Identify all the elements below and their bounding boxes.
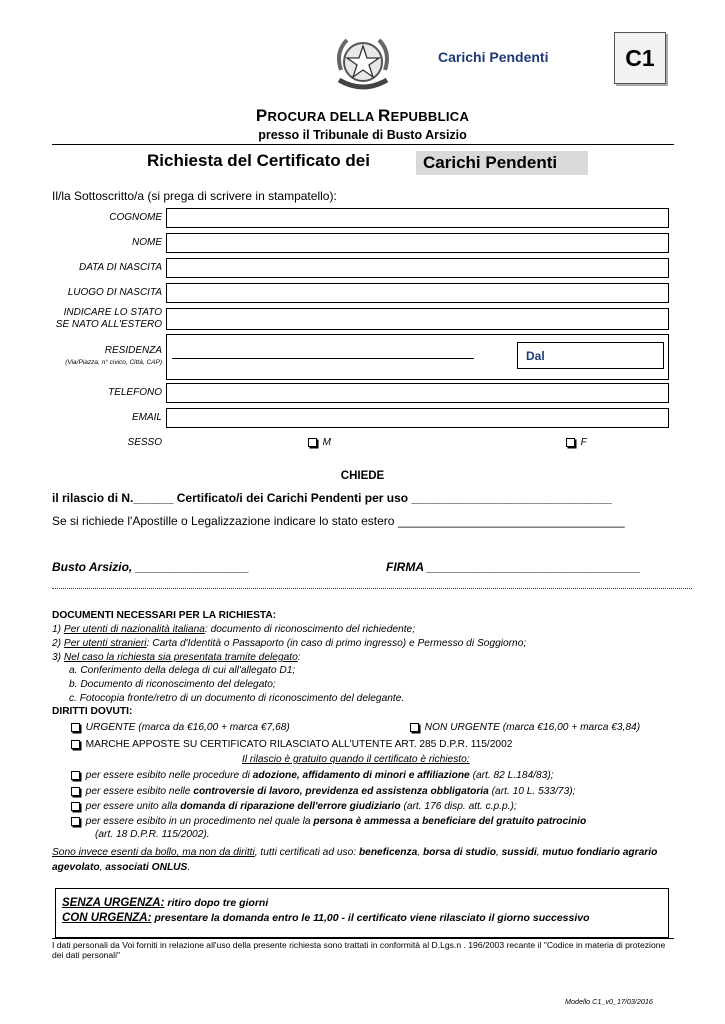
birth-date-label: DATA DI NASCITA bbox=[79, 262, 162, 273]
office-subtitle: presso il Tribunale di Busto Arsizio bbox=[258, 128, 467, 142]
section-divider bbox=[52, 588, 692, 589]
nome-field[interactable] bbox=[166, 233, 669, 253]
documents-sub-a: a. Conferimento della delega di cui all'allegato D1; bbox=[69, 665, 296, 676]
header-divider bbox=[52, 144, 674, 145]
signature-line[interactable]: FIRMA ________________________________ bbox=[386, 560, 641, 574]
free-case-2[interactable]: per essere esibito nelle controversie di lavoro, previdenza ed assistenza obbligatoria (art. 10 L. 533/73); bbox=[71, 785, 701, 798]
header-category-label: Carichi Pendenti bbox=[438, 49, 549, 65]
checkbox-icon[interactable] bbox=[566, 438, 575, 447]
italian-republic-emblem bbox=[333, 30, 393, 98]
nome-label: NOME bbox=[132, 237, 162, 248]
email-field[interactable] bbox=[166, 408, 669, 428]
request-quantity-line[interactable]: il rilascio di N.______ Certificato/i dei Carichi Pendenti per uso ______________________________ bbox=[52, 491, 612, 505]
page-title-highlight: Carichi Pendenti bbox=[416, 151, 588, 175]
foreign-state-label: INDICARE LO STATO SE NATO ALL'ESTERO bbox=[55, 307, 162, 330]
checkbox-icon[interactable] bbox=[71, 787, 80, 796]
birth-place-field[interactable] bbox=[166, 283, 669, 303]
documents-item-3: 3) Nel caso la richiesta sia presentata tramite delegato: bbox=[52, 652, 301, 663]
residence-hint: (Via/Piazza, n° civico, Città, CAP) bbox=[65, 359, 162, 366]
residence-underline bbox=[172, 358, 474, 359]
checkbox-icon[interactable] bbox=[308, 438, 317, 447]
place-date-line[interactable]: Busto Arsizio, _________________ bbox=[52, 560, 250, 574]
office-name: PROCURA DELLA REPUBBLICA bbox=[255, 106, 470, 125]
non-urgent-option[interactable]: NON URGENTE (marca €16,00 + marca €3,84) bbox=[410, 721, 680, 734]
sex-m-option[interactable]: M bbox=[308, 437, 331, 448]
phone-label: TELEFONO bbox=[108, 387, 162, 398]
checkbox-icon[interactable] bbox=[410, 723, 419, 732]
stamps-option[interactable]: MARCHE APPOSTE SU CERTIFICATO RILASCIATO ALL'UTENTE ART. 285 D.P.R. 115/2002 bbox=[71, 738, 701, 751]
cognome-field[interactable] bbox=[166, 208, 669, 228]
free-release-heading: Il rilascio è gratuito quando il certificato è richiesto: bbox=[242, 754, 470, 765]
sex-f-option[interactable]: F bbox=[566, 437, 587, 448]
sex-label: SESSO bbox=[127, 437, 162, 448]
form-intro: Il/la Sottoscritto/a (si prega di scrivere in stampatello): bbox=[52, 189, 337, 203]
free-case-1[interactable]: per essere esibito nelle procedure di adozione, affidamento di minori e affiliazione (art. 82 L.184/83); bbox=[71, 769, 701, 782]
documents-sub-b: b. Documento di riconoscimento del delegato; bbox=[69, 679, 276, 690]
request-heading: CHIEDE bbox=[340, 470, 385, 482]
apostille-line[interactable]: Se si richiede l'Apostille o Legalizzazione indicare lo stato estero __________________________________ bbox=[52, 514, 625, 528]
no-urgency-notice: SENZA URGENZA: ritiro dopo tre giorni bbox=[62, 897, 269, 909]
model-version: Modello C1_v0_17/03/2016 bbox=[565, 997, 653, 1006]
urgency-notice: CON URGENZA: presentare la domanda entro le 11,00 - il certificato viene rilasciato il giorno successivo bbox=[62, 912, 590, 924]
page-title: Richiesta del Certificato dei bbox=[147, 151, 370, 170]
checkbox-icon[interactable] bbox=[71, 817, 80, 826]
foreign-state-field[interactable] bbox=[166, 308, 669, 330]
privacy-notice: I dati personali da Voi forniti in relazione all'uso della presente richiesta sono trattati in conformità al D.Lgs.n . 196/2003 recante il "Codice in materia di protezione dei dati personali" bbox=[52, 940, 666, 960]
pickup-notice-box bbox=[55, 888, 669, 938]
footer-divider bbox=[52, 938, 674, 939]
documents-item-1: 1) Per utenti di nazionalità italiana: documento di riconoscimento del richiedente; bbox=[52, 624, 416, 635]
documents-sub-c: c. Fotocopia fronte/retro di un documento di riconoscimento del delegante. bbox=[69, 693, 405, 704]
checkbox-icon[interactable] bbox=[71, 771, 80, 780]
checkbox-icon[interactable] bbox=[71, 740, 80, 749]
checkbox-icon[interactable] bbox=[71, 723, 80, 732]
checkbox-icon[interactable] bbox=[71, 802, 80, 811]
cognome-label: COGNOME bbox=[109, 212, 162, 223]
exemptions-note: Sono invece esenti da bollo, ma non da diritti, tutti certificati ad uso: beneficenza, borsa di studio, sussidi, mutuo fondiario agrario agevolato, associati ONLUS. bbox=[52, 847, 658, 873]
residence-since-field[interactable]: Dal bbox=[517, 342, 664, 369]
phone-field[interactable] bbox=[166, 383, 669, 403]
free-case-4[interactable]: per essere esibito in un procedimento nel quale la persona è ammessa a beneficiare del gratuito patrocinio (art. 18 D.P.R. 115/2002). bbox=[71, 815, 676, 842]
free-case-3[interactable]: per essere unito alla domanda di riparazione dell'errore giudiziario (art. 176 disp. att. c.p.p.); bbox=[71, 800, 701, 813]
form-code-badge: C1 bbox=[614, 32, 666, 84]
fees-heading: DIRITTI DOVUTI: bbox=[52, 706, 133, 717]
documents-item-2: 2) Per utenti stranieri: Carta d'Identità o Passaporto (in caso di primo ingresso) e Permesso di Soggiorno; bbox=[52, 638, 527, 649]
birth-place-label: LUOGO DI NASCITA bbox=[67, 287, 162, 298]
urgent-option[interactable]: URGENTE (marca da €16,00 + marca €7,68) bbox=[71, 721, 701, 734]
residence-label: RESIDENZA bbox=[104, 345, 162, 356]
email-label: EMAIL bbox=[131, 412, 162, 423]
documents-heading: DOCUMENTI NECESSARI PER LA RICHIESTA: bbox=[52, 610, 277, 621]
birth-date-field[interactable] bbox=[166, 258, 669, 278]
